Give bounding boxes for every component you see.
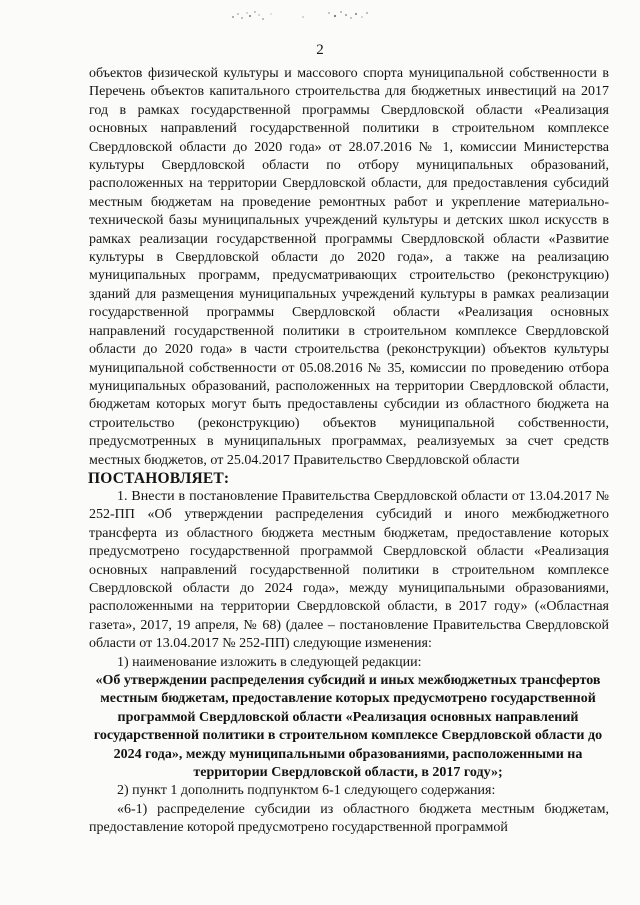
subitem-6-1-paragraph: «6-1) распределение субсидии из областного бюджета местным бюджетам, предоставление которой предусмотрено государственной программой <box>89 801 609 836</box>
scan-artifact-marks <box>225 4 375 26</box>
page-number: 2 <box>316 42 324 58</box>
new-title-text: «Об утверждении распределения субсидий и иных межбюджетных трансфертов местным бюджетам, предоставление которых предусмотрено государственной программой Свердловской области «Реализация основных направлений государственной политики в строительном комплексе Свердловской области до 2024 года», между муниципальными образованиями, расположенными на территории Свердловской области, в 2017 году»; <box>93 673 603 781</box>
subitem-2-paragraph: 2) пункт 1 дополнить подпунктом 6-1 следующего содержания: <box>117 783 496 799</box>
document-body <box>89 65 609 838</box>
resolves-heading: ПОСТАНОВЛЯЕТ: <box>88 469 230 487</box>
intro-paragraph: объектов физической культуры и массового спорта муниципальной собственности в Перечень объектов капитального строительства для бюджетных инвестиций на 2017 год в рамках государственной программы Свердловской области «Реализация основных направлений государственной политики в строительном комплексе Свердловской области до 2020 года» от 28.07.2016 № 1, комиссии Министерства культуры Свердловской области по отбору муниципальных образований, расположенных на территории Свердловской области, для предоставления субсидий местным бюджетам на проведение ремонтных работ и укрепление материально-технической базы муниципальных учреждений культуры и детских школ искусств в рамках реализации государственной программы Свердловской области «Развитие культуры в Свердловской области до 2020 года», а также на реализацию муниципальных программ, предусматривающих строительство (реконструкцию) зданий для размещения муниципальных учреждений культуры в рамках реализации государственной программы Свердловской области «Реализация основных направлений государственной политики в строительном комплексе Свердловской области до 2020 года» в части строительства (реконструкции) объектов культуры муниципальной собственности от 05.08.2016 № 35, комиссии по проведению отбора муниципальных образований, расположенных на территории Свердловской области, бюджетам которых могут быть предоставлены субсидии из областного бюджета на строительство (реконструкцию) объектов муниципальной собственности, предусмотренных в муниципальных программах, реализуемых за счет средств местных бюджетов, от 25.04.2017 Правительство Свердловской области <box>89 66 609 468</box>
subitem-1-paragraph: 1) наименование изложить в следующей редакции: <box>117 654 422 670</box>
item-1-paragraph: 1. Внести в постановление Правительства Свердловской области от 13.04.2017 № 252-ПП «Об утверждении распределения субсидий и иного межбюджетного трансферта из областного бюджета местным бюджетам, предоставление которых предусмотрено государственной программой Свердловской области «Реализация основных направлений государственной политики в строительном комплексе Свердловской области до 2024 года», между муниципальными образованиями, расположенными на территории Свердловской области, в 2017 году» («Областная газета», 2017, 19 апреля, № 68) (далее – постановление Правительства Свердловской области от 13.04.2017 № 252-ПП) следующие изменения: <box>89 488 609 652</box>
